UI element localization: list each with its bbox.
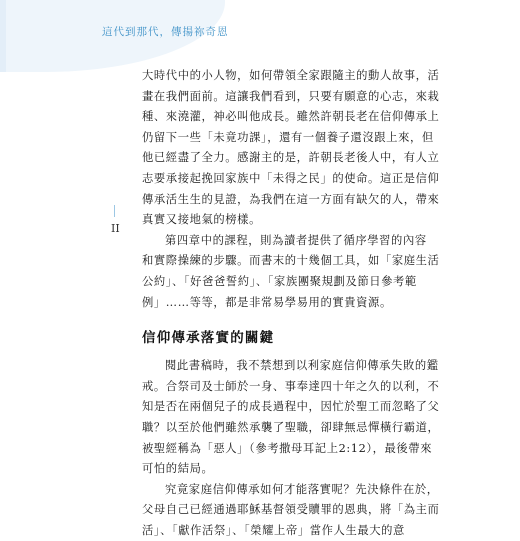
folio-rule	[114, 205, 115, 217]
text-line: 第四章中的課程，則為讀者提供了循序學習的內容	[165, 233, 427, 247]
paragraphs-before-heading	[142, 66, 440, 313]
section-heading: 信仰傳承落實的關鍵	[142, 330, 275, 347]
running-head: 這代到那代，傳揚祢奇恩	[102, 26, 229, 38]
text-line: 知是否在兩個兒子的成長過程中，因忙於聖工而忽略了父	[142, 400, 440, 414]
text-line: 志要承接起挽回家族中「未得之民」的使命。這正是信仰	[142, 171, 440, 185]
paragraphs-after-heading	[142, 356, 440, 541]
text-line: 傳承活生生的見證，為我們在這一方面有缺欠的人，帶來	[142, 192, 440, 206]
text-line: 職？以至於他們雖然承襲了聖職，卻肆無忌憚橫行霸道，	[142, 420, 440, 434]
text-line: 大時代中的小人物，如何帶領全家跟隨主的動人故事，活	[142, 69, 440, 82]
text-line: 活」、「獻作活祭」、「榮耀上帝」當作人生最大的意	[142, 523, 405, 537]
text-line: 種、來澆灌，神必叫他成長。雖然許朝長老在信仰傳承上	[142, 110, 440, 124]
text-line: 父母自己已經通過耶穌基督領受贖罪的恩典，將「為主而	[142, 503, 440, 517]
text-line: 究竟家庭信仰傳承如何才能落實呢？先決條件在於，	[165, 482, 439, 496]
text-line: 戒。合祭司及士師於一身、事奉達四十年之久的以利，不	[142, 379, 440, 393]
text-line: 畫在我們面前。這讓我們看到，只要有願意的心志，來栽	[142, 89, 440, 103]
text-line: 仍留下一些「未竟功課」，還有一個養子還沒跟上來，但	[142, 130, 434, 144]
page-number: II	[111, 222, 120, 235]
paragraph	[142, 480, 440, 541]
text-line: 閱此書稿時，我不禁想到以利家庭信仰傳承失敗的鑑	[165, 359, 439, 373]
text-line: 可怕的結局。	[142, 462, 214, 476]
text-line: 和實際操練的步驟。而書末的十幾個工具，如「家庭生活	[142, 254, 440, 268]
body-text	[142, 66, 440, 541]
text-line: 他已經盡了全力。感謝主的是，許朝長老後人中，有人立	[142, 151, 440, 165]
paragraph	[142, 356, 440, 480]
paragraph	[142, 231, 440, 313]
paragraph	[142, 66, 440, 231]
text-line: 被聖經稱為「惡人」（參考撒母耳記上2:12），最後帶來	[142, 441, 433, 455]
text-line: 真實又接地氣的榜樣。	[142, 213, 261, 227]
text-line: 例」……等等，都是非常易學易用的實貴資源。	[142, 295, 392, 309]
text-line: 公約」、「好爸爸誓約」、「家族團聚規劃及節日參考範	[142, 274, 417, 288]
